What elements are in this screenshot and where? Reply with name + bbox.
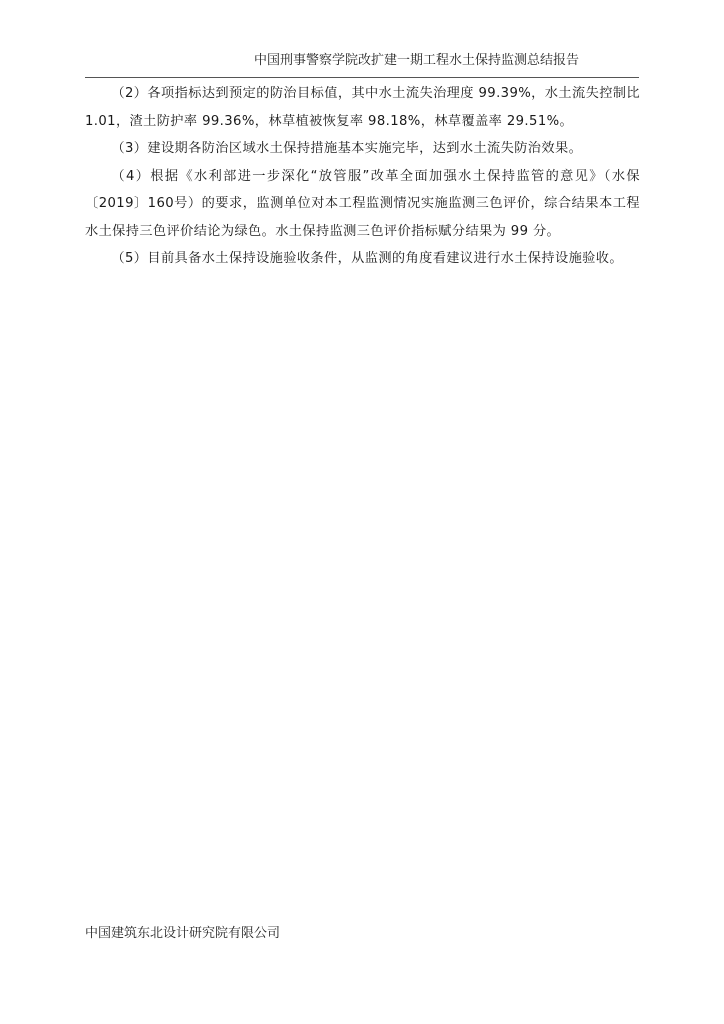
report-body (85, 80, 640, 273)
company-name: 中国建筑东北设计研究院有限公司 (85, 926, 281, 941)
conclusion-item-2: （2）各项指标达到预定的防治目标值，其中水土流失治理度 99.39%，水土流失控制比 1.01，渣土防护率 99.36%，林草植被恢复率 98.18%，林草覆盖率 29.51%。 (85, 86, 640, 129)
conclusion-item-5: （5）目前具备水土保持设施验收条件，从监测的角度看建议进行水土保持设施验收。 (111, 251, 623, 266)
page-footer (85, 924, 280, 944)
page-header (85, 52, 639, 78)
conclusion-item-4: （4）根据《水利部进一步深化“放管服”改革全面加强水土保持监管的意见》（水保〔2019〕160号）的要求，监测单位对本工程监测情况实施监测三色评价，综合结果本工程水土保持三色评价结论为绿色。水土保持监测三色评价指标赋分结果为 99 分。 (85, 168, 640, 239)
report-title: 中国刑事警察学院改扩建一期工程水土保持监测总结报告 (253, 53, 579, 68)
conclusion-item-3: （3）建设期各防治区域水土保持措施基本实施完毕，达到水土流失防治效果。 (111, 141, 583, 156)
